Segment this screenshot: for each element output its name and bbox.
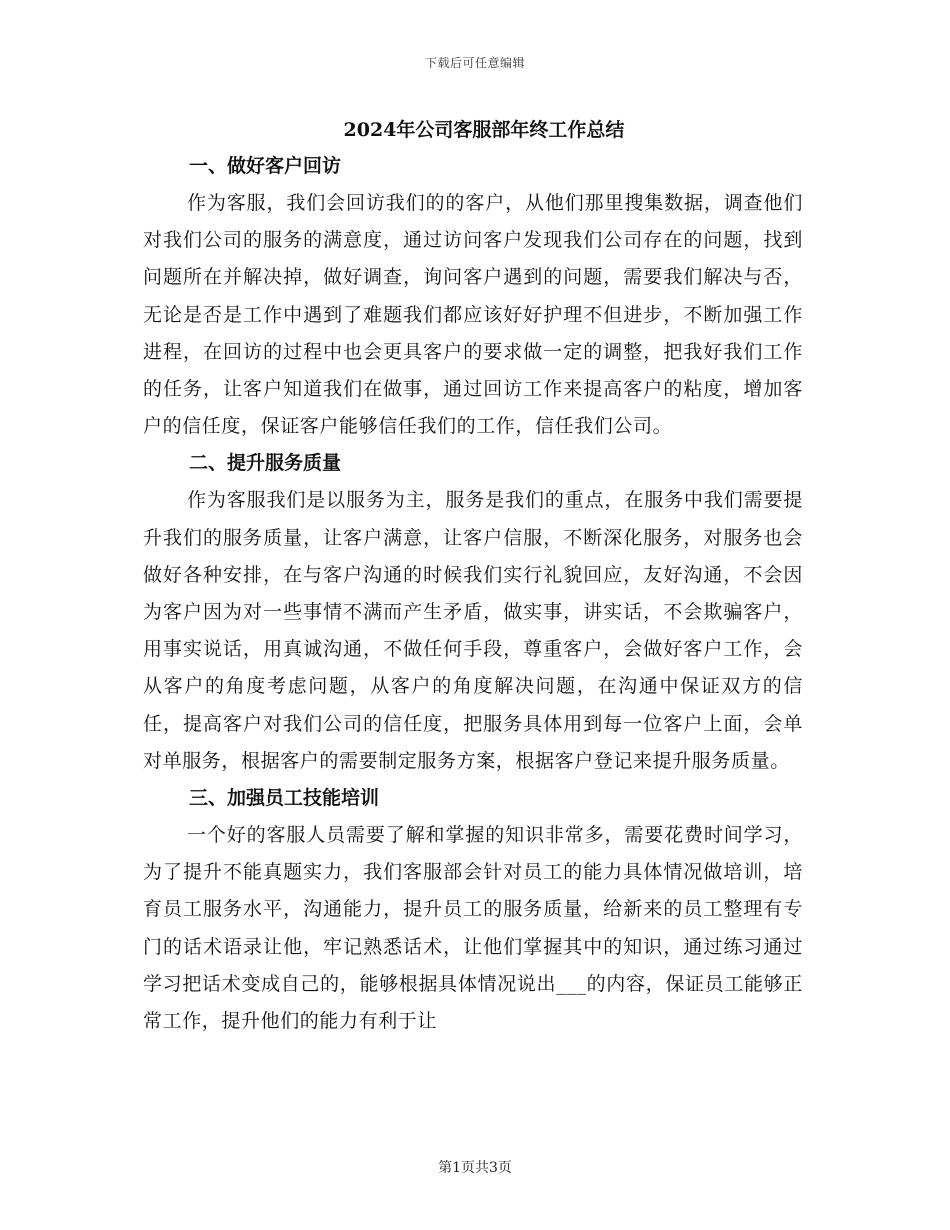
section-heading-2: 二、提升服务质量: [189, 452, 342, 475]
document-title: 2024年公司客服部年终工作总结: [343, 119, 625, 141]
document-body: [143, 112, 803, 1040]
header-note: 下载后可任意编辑: [424, 56, 525, 70]
section-heading-1: 一、做好客户回访: [189, 155, 342, 177]
page-footer: 第1页共3页: [438, 1160, 512, 1176]
section-body-2: 作为客服我们是以服务为主，服务是我们的重点，在服务中我们需要提升我们的服务质量，让客户满意，让客户信服，不断深化服务，对服务也会做好各种安排，在与客户沟通的时候我们实行礼貌回应，友好沟通，不会因为客户因为对一些事情不满而产生矛盾，做实事，讲实话，不会欺骗客户，用事实说话，用真诚沟通，不做任何手段，尊重客户，会做好客户工作，会从客户的角度考虑问题，从客户的角度解决问题，在沟通中保证双方的信任，提高客户对我们公司的信任度，把服务具体用到每一位客户上面，会单对单服务，根据客户的需要制定服务方案，根据客户登记来提升服务质量。: [143, 489, 803, 772]
section-heading-3: 三、加强员工技能培训: [189, 787, 380, 810]
section-body-1: 作为客服，我们会回访我们的的客户，从他们那里搜集数据，调查他们对我们公司的服务的满意度，通过访问客户发现我们公司存在的问题，找到问题所在并解决掉，做好调查，询问客户遇到的问题，需要我们解决与否，无论是否是工作中遇到了难题我们都应该好好护理不但进步，不断加强工作进程，在回访的过程中也会更具客户的要求做一定的调整，把我好我们工作的任务，让客户知道我们在做事，通过回访工作来提高客户的粘度，增加客户的信任度，保证客户能够信任我们的工作，信任我们公司。: [143, 192, 803, 438]
section-body-3: 一个好的客服人员需要了解和掌握的知识非常多，需要花费时间学习，为了提升不能真题实力，我们客服部会针对员工的能力具体情况做培训，培育员工服务水平，沟通能力，提升员工的服务质量，给新来的员工整理有专门的话术语录让他，牢记熟悉话术，让他们掌握其中的知识，通过练习通过学习把话术变成自己的，能够根据具体情况说出___的内容，保证员工能够正常工作，提升他们的能力有利于让: [143, 824, 803, 1033]
